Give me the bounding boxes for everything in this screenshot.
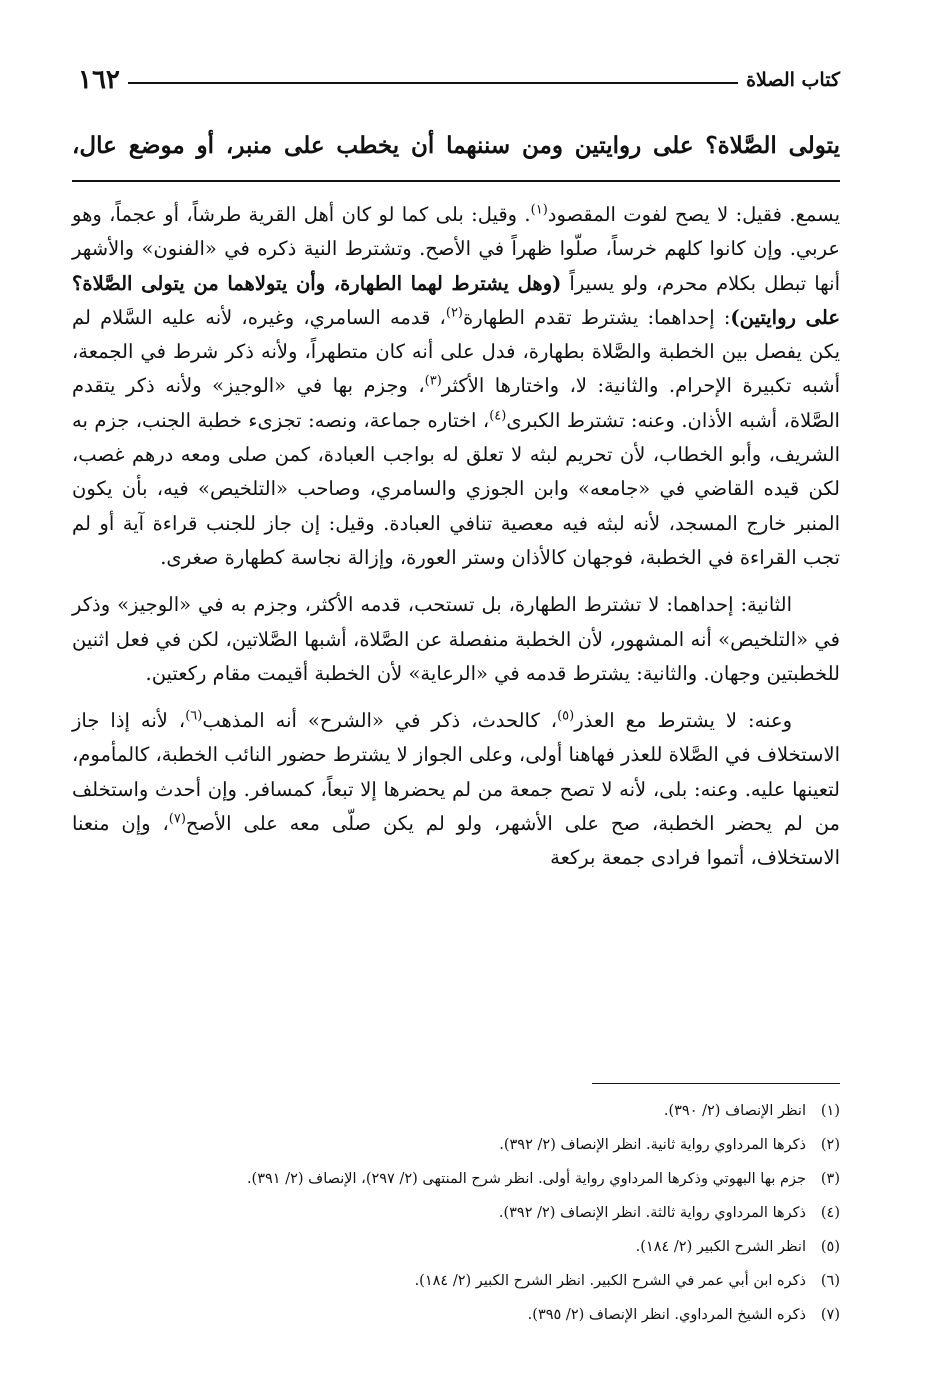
paragraph-3 xyxy=(72,704,840,875)
footnote-ref-6: (٦) xyxy=(185,708,203,724)
footnote-number: (٤) xyxy=(820,1205,840,1221)
footnote-text: ذكرها المرداوي رواية ثانية. انظر الإنصاف (٢/ ٣٩٢). xyxy=(499,1137,806,1153)
footnote xyxy=(72,1162,840,1196)
page-number: ١٦٢ xyxy=(78,65,120,95)
footnote-text: ذكرها المرداوي رواية ثالثة. انظر الإنصاف (٢/ ٣٩٢). xyxy=(498,1205,806,1221)
header-rule xyxy=(128,82,738,84)
footnote-separator xyxy=(592,1083,840,1084)
footnote-text: انظر الشرح الكبير (٢/ ١٨٤). xyxy=(635,1239,806,1255)
running-head xyxy=(70,62,844,98)
footnote xyxy=(72,1298,840,1332)
footnote-ref-7: (٧) xyxy=(168,811,186,827)
footnote xyxy=(72,1094,840,1128)
text-run: يسمع. فقيل: لا يصح لفوت المقصود xyxy=(547,203,840,226)
text-run: ، قدمه السامري، وغيره، لأنه عليه السَّلام لم يكن يفصل بين الخطبة والصَّلاة بطهارة، فدل على أنه كان متطهراً، ولأنه ذكر شرط في الجمعة، أشبه تكبيرة الإحرام. والثانية: لا، واختارها الأكثر xyxy=(72,305,840,398)
matn-separator xyxy=(72,180,840,182)
matn-text: يتولى الصَّلاة؟ على روايتين ومن سننهما أن يخطب على منبر، أو موضع عال، xyxy=(72,132,840,159)
text-run: ، كالحدث، ذكر في «الشرح» أنه المذهب xyxy=(202,709,558,733)
footnote xyxy=(72,1264,840,1298)
footnote-text: ذكره الشيخ المرداوي. انظر الإنصاف (٢/ ٣٩٥). xyxy=(527,1307,806,1323)
footnote xyxy=(72,1128,840,1162)
footnote-ref-4: (٤) xyxy=(489,408,507,424)
text-run: ، اختاره جماعة، ونصه: تجزىء خطبة الجنب، جزم به الشريف، وأبو الخطاب، لأن تحريم لبثه لا تعلق له بواجب العبادة، كمن صلى ومعه درهم غصب، لكن قيده القاضي في «جامعه» وابن الجوزي والسامري، وصاحب «التلخيص» فيه، بأن يكون المنبر خارج المسجد، لأنه لبثه فيه معصية تنافي العبادة. وقيل: إن جاز للجنب قراءة آية أو لم تجب القراءة في الخطبة، فوجهان كالأذان وستر العورة، وإزالة نجاسة كطهارة صغرى. xyxy=(72,408,840,569)
footnote xyxy=(72,1196,840,1230)
text-run: . وقيل: بلى كما لو كان أهل القرية طرشاً، أو عجماً، وهو عربي. وإن كانوا كلهم خرساً، صلّوا ظهراً في الأصح. وتشترط النية ذكره في «الفنون» والأشهر أنها تبطل بكلام محرم، ولو يسيراً xyxy=(72,203,840,295)
footnote xyxy=(72,1230,840,1264)
footnote-number: (٢) xyxy=(820,1137,840,1153)
commentary-text xyxy=(72,198,840,876)
footnote-ref-1: (١) xyxy=(530,202,548,218)
footnote-ref-2: (٢) xyxy=(445,305,463,321)
footnote-ref-3: (٣) xyxy=(424,373,442,389)
chapter-title: كتاب الصلاة xyxy=(746,68,840,91)
footnote-text: انظر الإنصاف (٢/ ٣٩٠). xyxy=(663,1103,806,1119)
paragraph-1 xyxy=(72,198,840,575)
footnote-number: (٣) xyxy=(820,1171,840,1187)
footnotes xyxy=(72,1094,840,1332)
quoted-matn: (وهل يشترط لهما الطهارة، وأن يتولاهما من يتولى الصَّلاة؟ على روايتين) xyxy=(72,271,840,329)
footnote-number: (٧) xyxy=(820,1307,840,1323)
text-run: : إحداهما: يشترط تقدم الطهارة xyxy=(463,305,731,329)
text-run: ، وإن منعنا الاستخلاف، أتموا فرادى جمعة بركعة xyxy=(72,812,840,870)
footnote-number: (١) xyxy=(820,1103,840,1119)
text-run: ، وجزم بها في «الوجيز» ولأنه ذكر يتقدم الصَّلاة، أشبه الأذان. وعنه: تشترط الكبرى xyxy=(72,374,840,432)
footnote-text: ذكره ابن أبي عمر في الشرح الكبير. انظر الشرح الكبير (٢/ ١٨٤). xyxy=(414,1273,806,1289)
footnote-number: (٦) xyxy=(820,1273,840,1289)
footnote-ref-5: (٥) xyxy=(557,708,575,724)
text-run: وعنه: لا يشترط مع العذر xyxy=(574,709,792,733)
footnote-number: (٥) xyxy=(820,1239,840,1255)
paragraph-2: الثانية: إحداهما: لا تشترط الطهارة، بل تستحب، قدمه الأكثر، وجزم به في «الوجيز» وذكر في «التلخيص» أنه المشهور، لأن الخطبة منفصلة عن الصَّلاة، أشبها الصَّلاتين، لكن في فعل اثنين للخطبتين وجهان. والثانية: يشترط قدمه في «الرعاية» لأن الخطبة أقيمت مقام ركعتين. xyxy=(72,593,840,685)
footnote-text: جزم بها البهوتي وذكرها المرداوي رواية أولى. انظر شرح المنتهى (٢/ ٢٩٧)، الإنصاف (٢/ ٣٩١). xyxy=(246,1171,806,1187)
text-run: ، لأنه إذا جاز الاستخلاف في الصَّلاة للعذر فهاهنا أولى، وعلى الجواز لا يشترط حضور النائب الخطبة، كالمأموم، لتعينها عليه. وعنه: بلى، لأنه لا تصح جمعة من لم يحضرها إلا تبعاً، كمسافر. وإن أحدث واستخلف من لم يحضر الخطبة، صح على الأشهر، ولو لم يكن صلّى معه على الأصح xyxy=(72,709,840,836)
